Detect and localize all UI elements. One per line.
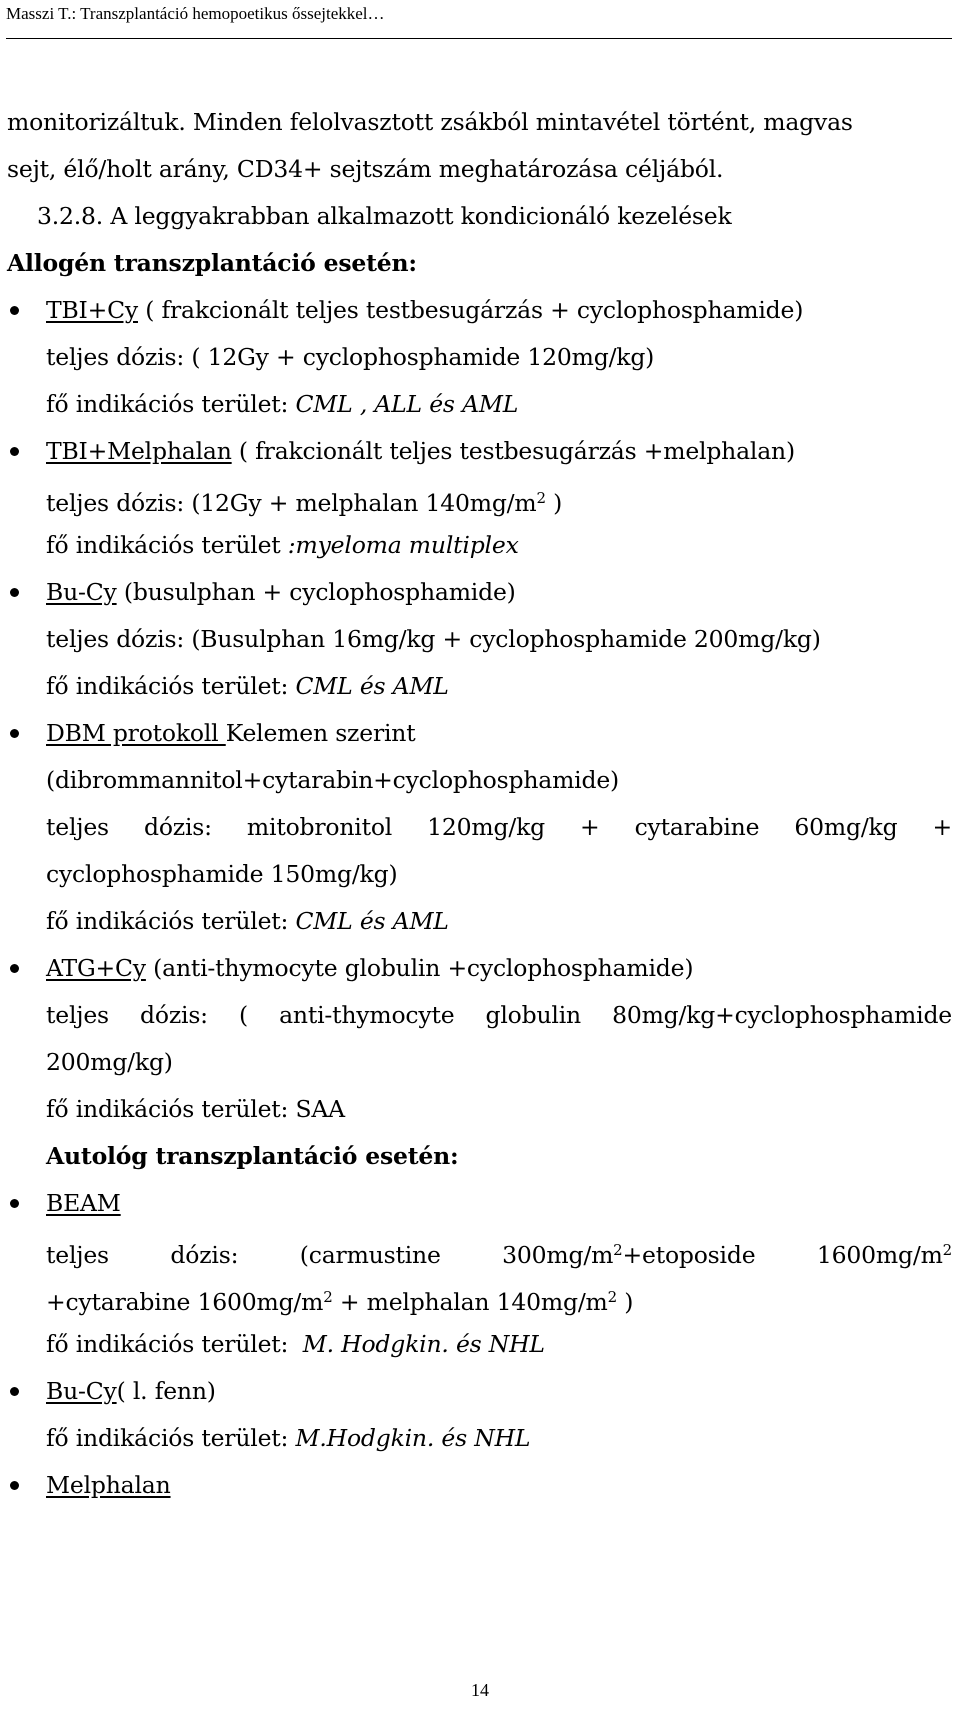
dose-text: ) bbox=[545, 489, 563, 517]
regimen-name: Melphalan bbox=[46, 1471, 171, 1499]
superscript: 2 bbox=[942, 1241, 952, 1259]
regimen-name: TBI+Cy bbox=[46, 296, 138, 324]
regimen-desc: (anti-thymocyte globulin +cyclophosphamide) bbox=[145, 954, 694, 982]
superscript: 2 bbox=[323, 1288, 333, 1306]
indication-label: fő indikációs terület: bbox=[46, 1424, 296, 1452]
dose-text: teljes dózis: (carmustine 300mg/m bbox=[46, 1241, 614, 1269]
intro-line-1: monitorizáltuk. Minden felolvasztott zsákból mintavétel történt, magvas bbox=[7, 108, 853, 136]
page-number: 14 bbox=[471, 1680, 489, 1700]
dose-line bbox=[7, 475, 952, 522]
dose-line: teljes dózis: ( 12Gy + cyclophosphamide 120mg/kg) bbox=[46, 343, 655, 371]
dose-text: teljes dózis: (12Gy + melphalan 140mg/m bbox=[46, 489, 537, 517]
superscript: 2 bbox=[613, 1241, 623, 1259]
intro-line-2: sejt, élő/holt arány, CD34+ sejtszám meghatározása céljából. bbox=[7, 155, 724, 183]
superscript: 2 bbox=[536, 489, 546, 507]
indication-value: M. Hodgkin. és NHL bbox=[302, 1330, 545, 1358]
indication-label: fő indikációs terület: bbox=[46, 907, 296, 935]
regimen-desc: ( frakcionált teljes testbesugárzás +melphalan) bbox=[231, 437, 795, 465]
dose-line-continued: cyclophosphamide 150mg/kg) bbox=[46, 860, 398, 888]
indication-label: fő indikációs terület: bbox=[46, 672, 296, 700]
regimen-desc: ( l. fenn) bbox=[116, 1377, 216, 1405]
indication-value: CML , ALL és AML bbox=[295, 390, 519, 418]
section-title: A leggyakrabban alkalmazott kondicionáló kezelések bbox=[110, 202, 732, 230]
document-body bbox=[7, 99, 952, 1509]
indication-value: CML és AML bbox=[295, 672, 449, 700]
section-heading bbox=[7, 193, 952, 240]
dose-line bbox=[7, 1227, 952, 1274]
indication-value: M.Hodgkin. és NHL bbox=[295, 1424, 531, 1452]
indication-label: fő indikációs terület: bbox=[46, 390, 296, 418]
dose-line-continued bbox=[7, 1274, 952, 1321]
list-item-bucy bbox=[7, 569, 952, 616]
indication-line bbox=[7, 522, 952, 569]
regimen-name: ATG+Cy bbox=[46, 954, 146, 982]
autolog-heading: Autológ transzplantáció esetén: bbox=[46, 1142, 459, 1170]
regimen-name: Bu-Cy bbox=[46, 1377, 117, 1405]
list-item-atgcy bbox=[7, 945, 952, 992]
dose-line: teljes dózis: mitobronitol 120mg/kg + cytarabine 60mg/kg + bbox=[46, 813, 952, 841]
list-item-tbicy bbox=[7, 287, 952, 334]
indication-line bbox=[7, 1415, 952, 1462]
regimen-desc: (busulphan + cyclophosphamide) bbox=[116, 578, 516, 606]
list-item-beam bbox=[7, 1180, 952, 1227]
regimen-name: BEAM bbox=[46, 1189, 121, 1217]
list-item-dbm bbox=[7, 710, 952, 757]
indication-value: :myeloma multiplex bbox=[287, 531, 519, 559]
superscript: 2 bbox=[607, 1288, 617, 1306]
dose-text: +etoposide 1600mg/m bbox=[622, 1241, 943, 1269]
dose-line-continued: 200mg/kg) bbox=[46, 1048, 173, 1076]
regimen-name: Bu-Cy bbox=[46, 578, 117, 606]
dose-text: +cytarabine 1600mg/m bbox=[46, 1288, 324, 1316]
components-line: (dibrommannitol+cytarabin+cyclophosphamide) bbox=[46, 766, 619, 794]
section-number: 3.2.8. bbox=[37, 202, 104, 230]
regimen-name: TBI+Melphalan bbox=[46, 437, 232, 465]
indication-value: CML és AML bbox=[295, 907, 449, 935]
list-item-melphalan bbox=[7, 1462, 952, 1509]
dose-text: + melphalan 140mg/m bbox=[332, 1288, 608, 1316]
dose-line: teljes dózis: ( anti-thymocyte globulin 80mg/kg+cyclophosphamide bbox=[46, 1001, 952, 1029]
indication-line: fő indikációs terület: SAA bbox=[46, 1095, 345, 1123]
indication-line bbox=[7, 663, 952, 710]
allogen-heading: Allogén transzplantáció esetén: bbox=[7, 249, 417, 277]
dose-line: teljes dózis: (Busulphan 16mg/kg + cyclophosphamide 200mg/kg) bbox=[46, 625, 821, 653]
list-item-bucy-autolog bbox=[7, 1368, 952, 1415]
indication-label: fő indikációs terület: bbox=[46, 1330, 303, 1358]
regimen-name: DBM protokoll bbox=[46, 719, 226, 747]
indication-line bbox=[7, 381, 952, 428]
indication-label: fő indikációs terület bbox=[46, 531, 288, 559]
regimen-desc: ( frakcionált teljes testbesugárzás + cyclophosphamide) bbox=[137, 296, 804, 324]
running-header: Masszi T.: Transzplantáció hemopoetikus őssejtekkel… bbox=[6, 4, 952, 39]
list-item-tbimelphalan bbox=[7, 428, 952, 475]
regimen-desc: Kelemen szerint bbox=[225, 719, 416, 747]
indication-line bbox=[7, 1321, 952, 1368]
dose-text: ) bbox=[616, 1288, 634, 1316]
indication-line bbox=[7, 898, 952, 945]
